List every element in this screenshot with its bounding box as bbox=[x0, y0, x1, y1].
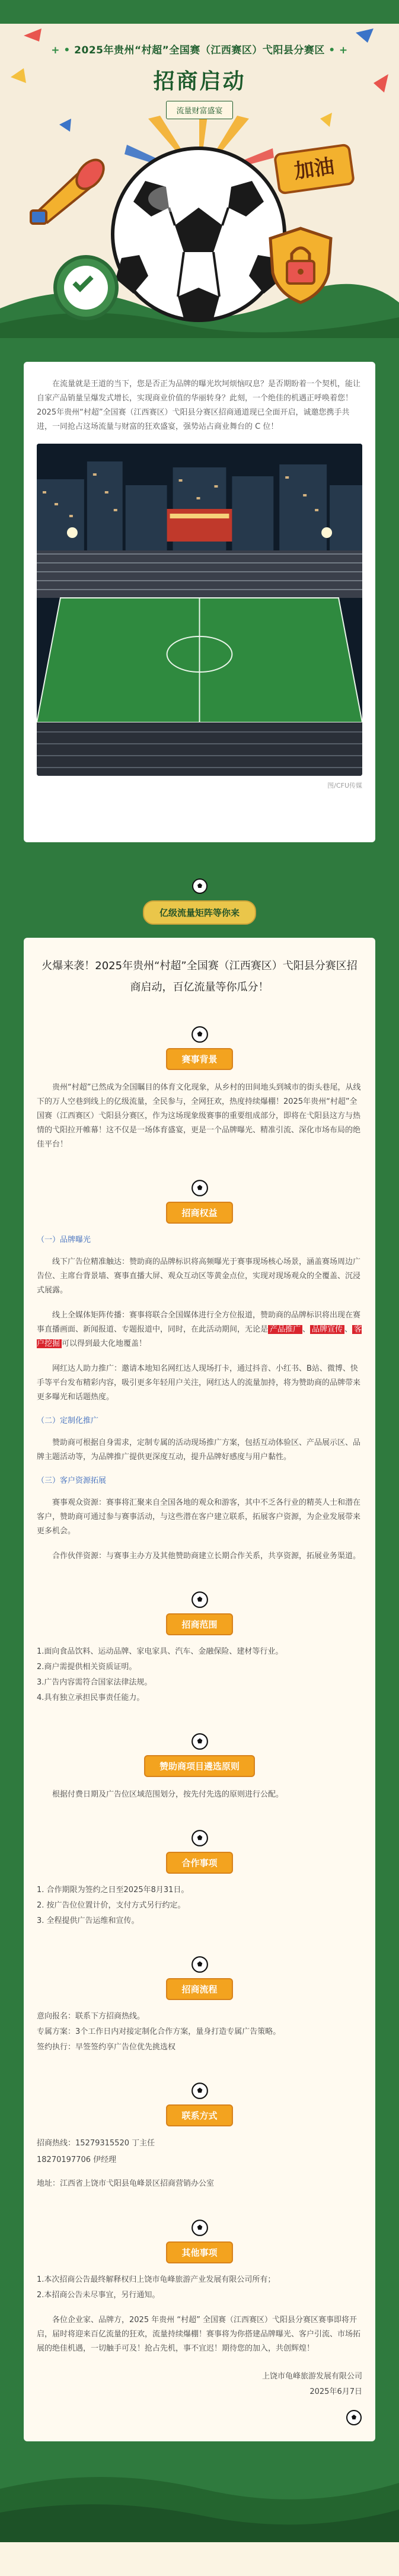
rights-p3: 网红达人助力推广：邀请本地知名网红达人现场打卡，通过抖音、小红书、B站、微博、快手等平台发布精彩内容，吸引更多年轻用户关注，网红达人的流量加持，将为赞助商的品牌带来更多曝光和话题热度。 bbox=[37, 1364, 361, 1402]
list-item: 1. 合作期限为签约之日至2025年8月31日。 bbox=[37, 1886, 189, 1894]
section-header-principle bbox=[37, 1733, 362, 1777]
intro-card bbox=[24, 362, 375, 842]
signature: 上饶市龟峰旅游发展有限公司 bbox=[261, 2372, 362, 2381]
signature-block bbox=[37, 2369, 362, 2400]
photo-caption: 图/CFU传媒 bbox=[327, 782, 362, 789]
horn-icon bbox=[24, 148, 107, 231]
section-title-cooperation: 合作事项 bbox=[166, 1852, 232, 1874]
section-ball-icon bbox=[346, 2409, 362, 2426]
section-header-other bbox=[37, 2219, 362, 2263]
contact-block bbox=[37, 2136, 362, 2192]
section-title-rights: 招商权益 bbox=[166, 1202, 232, 1224]
rights-p6: 合作伙伴资源：与赛事主办方及其他赞助商建立长期合作关系，共享资源，拓展业务渠道。 bbox=[52, 1552, 361, 1561]
content-card bbox=[24, 938, 375, 2441]
list-item: 3.广告内容需符合国家法律法规。 bbox=[37, 1678, 152, 1687]
rights-p5: 赛事观众资源：赛事将汇聚来自全国各地的观众和游客，其中不乏各行业的精英人士和潜在客户，赞助商可通过参与赛事活动，与这些潜在客户建立联系，拓展客户资源，为企业发展带来更多机会。 bbox=[37, 1498, 361, 1536]
clock-check-icon bbox=[53, 255, 119, 320]
rights-p1: 线下广告位精准触达：赞助商的品牌标识将高频曝光于赛事现场核心场景，涵盖赛场周边广告位、主席台背景墙、赛事直播大屏、观众互动区等黄金点位，实现对现场观众的全覆盖、沉浸式展露。 bbox=[37, 1257, 361, 1295]
hotline-label: 招商热线： bbox=[37, 2139, 76, 2148]
main-content-section bbox=[0, 866, 399, 2465]
phone-2[interactable]: 18270197706 伊经理 bbox=[37, 2155, 117, 2164]
list-item: 3. 全程提供广告运维和宣传。 bbox=[37, 1916, 139, 1925]
principle-text: 根据付费日期及广告位区域范围划分，按先付先选的原则进行公配。 bbox=[52, 1790, 284, 1799]
page-title: 招商启动 bbox=[153, 69, 246, 94]
dots-left: + • bbox=[51, 44, 71, 56]
hero-header bbox=[0, 42, 399, 119]
section-header-contact bbox=[37, 2082, 362, 2126]
stadium-photo bbox=[37, 444, 362, 776]
highlight-product: 产品推广 bbox=[268, 1325, 302, 1334]
list-item: 2.本招商公告未尽事宜，另行通知。 bbox=[37, 2291, 160, 2300]
section-ball-icon bbox=[191, 1591, 209, 1609]
list-item: 2.商户需提供相关资质证明。 bbox=[37, 1663, 137, 1671]
dots-right: • + bbox=[328, 44, 348, 56]
highlight-customer: 客户挖掘 bbox=[37, 1325, 362, 1348]
section-ball-icon bbox=[191, 1956, 209, 1973]
other-list bbox=[37, 2273, 362, 2303]
highlight-brand: 品牌宣传 bbox=[310, 1325, 344, 1334]
section-title-process: 招商流程 bbox=[166, 1978, 232, 2000]
section-ball-icon bbox=[191, 878, 208, 894]
section-title-contact: 联系方式 bbox=[166, 2104, 232, 2126]
list-item: 意向报名：联系下方招商热线。 bbox=[37, 2012, 145, 2021]
rights-p2-end: 可以得到最大化地覆盖！ bbox=[62, 1339, 147, 1348]
section-ball-icon bbox=[191, 2082, 209, 2100]
rights-sub-exposure: （一）品牌曝光 bbox=[37, 1236, 91, 1244]
section-ball-icon bbox=[191, 1179, 209, 1197]
list-item: 2. 按广告位位置计价，支付方式另行约定。 bbox=[37, 1901, 186, 1910]
rights-sub-resources: （三）客户资源拓展 bbox=[37, 1476, 107, 1485]
footer-grass bbox=[0, 2465, 399, 2542]
process-list bbox=[37, 2010, 362, 2055]
football-icon bbox=[110, 145, 288, 323]
section-title-other: 其他事项 bbox=[166, 2241, 232, 2263]
scope-list bbox=[37, 1645, 362, 1705]
event-line bbox=[0, 42, 399, 56]
background-text: 贵州“村超”已然成为全国瞩目的体育文化现象，从乡村的田间地头到城市的街头巷尾，从线下的万人空巷到线上的亿级流量，全民参与，全网狂欢，热度持续爆棚！2025年贵州“村超”全国赛（江西赛区）弋阳县分赛区，作为这场现象级赛事的重要组成部分，即将在弋阳县这方与热情的弋阳拉开帷幕！这不仅是一场体育盛宴，更是一个品牌曝光、精准引流、深化市场布局的绝佳平台！ bbox=[37, 1083, 361, 1149]
lead-text: 火爆来袭！2025年贵州“村超”全国赛（江西赛区）弋阳县分赛区招商启动，百亿流量等你瓜分！ bbox=[42, 960, 357, 994]
rights-p2-start: 线上全媒体矩阵传播：赛事将联合全国媒体进行全方位报道，赞助商的品牌标识将出现在赛事直播画面、新闻报道、专题报道中，同时，在此活动期间，无论是 bbox=[37, 1311, 361, 1334]
intro-section bbox=[0, 338, 399, 866]
section-header-cooperation bbox=[37, 1829, 362, 1874]
ribbon-banner: 亿级流量矩阵等你来 bbox=[143, 900, 256, 925]
jiayou-sign: 加油 bbox=[273, 143, 355, 195]
intro-text: 在流量就是王道的当下，您是否正为品牌的曝光坎坷烦恼叹息？是否期盼着一个契机，能让自家产品销量呈爆发式增长，实现商业价值的华丽转身？此刻，一个绝佳的机遇正呼唤着您！2025年贵州“村超”全国赛（江西赛区）弋阳县分赛区招商通道现已全面开启，诚邀您携手共进，一同抢占这场流量与财富的狂欢盛宴，强势站占商业舞台的 C 位！ bbox=[37, 380, 361, 431]
event-name: 2025年贵州“村超”全国赛（江西赛区）弋阳县分赛区 bbox=[74, 44, 325, 56]
signature-date: 2025年6月7日 bbox=[309, 2387, 362, 2396]
list-item: 4.具有独立承担民事责任能力。 bbox=[37, 1693, 145, 1702]
list-item: 1.面向食品饮料、运动品牌、家电家具、汽车、金融保险、建材等行业。 bbox=[37, 1647, 283, 1656]
rights-sub-custom: （二）定制化推广 bbox=[37, 1416, 99, 1425]
list-item: 签约执行：早签签约享广告位优先挑选权 bbox=[37, 2043, 176, 2052]
list-item: 专属方案：3个工作日内对接定制化合作方案，量身打造专属广告策略。 bbox=[37, 2027, 281, 2036]
section-ball-icon bbox=[191, 1829, 209, 1847]
section-title-scope: 招商范围 bbox=[166, 1613, 232, 1635]
rights-p4: 赞助商可根据自身需求，定制专属的活动现场推广方案，包括互动体验区、产品展示区、品牌主题活动等，为品牌推广提供更深度互动，提升品牌好感度与用户黏性。 bbox=[37, 1438, 361, 1461]
section-ball-icon bbox=[191, 2219, 209, 2237]
shield-lock-icon bbox=[267, 225, 335, 305]
phone-1[interactable]: 15279315520 丁主任 bbox=[75, 2139, 155, 2148]
section-ball-icon bbox=[191, 1026, 209, 1043]
section-title-background: 赛事背景 bbox=[166, 1048, 232, 1070]
address: 地址：江西省上饶市弋阳县龟峰景区招商营销办公室 bbox=[37, 2179, 215, 2188]
section-ball-icon bbox=[191, 1733, 209, 1750]
ribbon-wrap bbox=[24, 866, 375, 938]
cooperation-list bbox=[37, 1883, 362, 1928]
subtitle-badge: 流量财富盛宴 bbox=[166, 101, 232, 119]
hotline-line bbox=[37, 2136, 362, 2151]
section-header-rights bbox=[37, 1179, 362, 1224]
list-item: 1.本次招商公告最终解释权归上饶市龟峰旅游产业发展有限公司所有； bbox=[37, 2275, 276, 2284]
section-header-process bbox=[37, 1956, 362, 2000]
section-header-background bbox=[37, 1026, 362, 1070]
section-title-principle: 赞助商项目遴选原则 bbox=[144, 1755, 255, 1777]
hero-banner bbox=[0, 0, 399, 338]
section-header-scope bbox=[37, 1591, 362, 1635]
closing-text: 各位企业家、品牌方，2025 年贵州 “村超” 全国赛（江西赛区）弋阳县分赛区赛事即将开启，届时将迎来百亿流量的狂欢，流量持续爆棚！赛事将为你搭建品牌曝光、客户引流、市场拓展的绝佳机遇，一切触手可及！抢占先机，事不宜迟！期待您的加入，共创辉煌！ bbox=[37, 2316, 361, 2353]
rights-p2: 线上全媒体矩阵传播：赛事将联合全国媒体进行全方位报道，赞助商的品牌标识将出现在赛事直播画面、新闻报道、专题报道中，同时，在此活动期间，无论是 产品推广 、 品牌宣传 、 客户挖掘 可以得到最大化地覆盖！ bbox=[37, 1311, 362, 1348]
